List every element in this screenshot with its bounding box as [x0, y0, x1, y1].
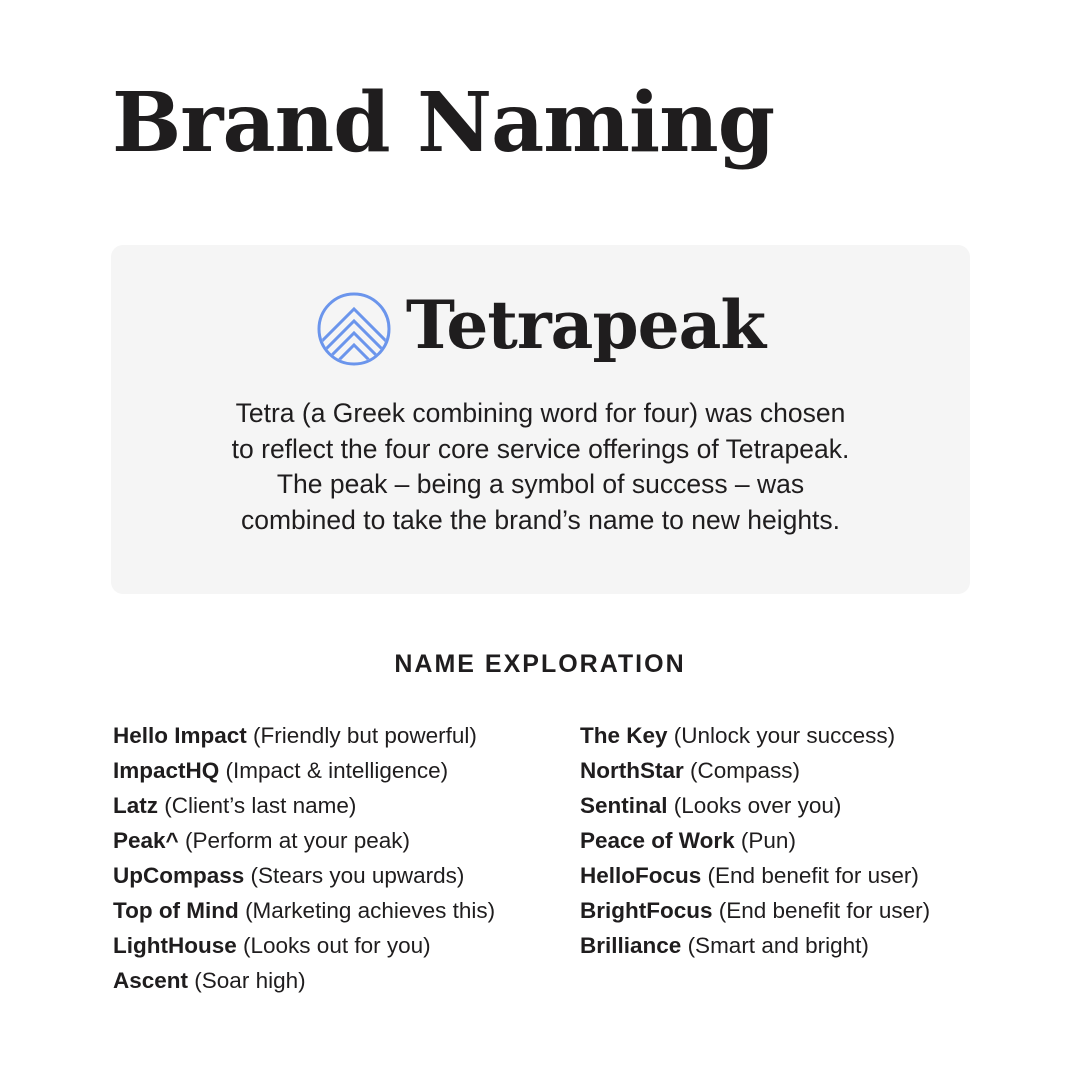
- page-title: Brand Naming: [112, 75, 775, 171]
- name-option: [580, 788, 930, 823]
- name-option: [113, 858, 495, 893]
- name-option-name: NorthStar: [580, 758, 684, 783]
- brand-logo: [111, 287, 970, 371]
- name-option-note: (Compass): [690, 758, 801, 783]
- description-line: to reflect the four core service offerings of Tetrapeak.: [231, 433, 850, 464]
- name-option-name: Hello Impact: [113, 723, 247, 748]
- name-option-note: (Impact & intelligence): [225, 758, 449, 783]
- name-option-name: Peace of Work: [580, 828, 735, 853]
- name-option-name: HelloFocus: [580, 863, 702, 888]
- brand-card: [111, 245, 970, 594]
- name-option-note: (Looks out for you): [243, 933, 431, 958]
- name-option-name: The Key: [580, 723, 668, 748]
- name-option-name: BrightFocus: [580, 898, 713, 923]
- name-option-note: (Soar high): [194, 968, 306, 993]
- description-line: The peak – being a symbol of success – was: [276, 469, 805, 499]
- name-option-note: (Perform at your peak): [184, 828, 411, 853]
- name-option-name: Peak^: [113, 828, 179, 853]
- name-option: [580, 753, 930, 788]
- name-option: [580, 823, 930, 858]
- description-line: Tetra (a Greek combining word for four) was chosen: [235, 398, 846, 428]
- name-option: [113, 963, 495, 998]
- name-option-name: LightHouse: [113, 933, 237, 958]
- name-option: [113, 718, 495, 753]
- name-option-note: (Looks over you): [673, 793, 842, 818]
- name-option: [113, 823, 495, 858]
- name-option-note: (Marketing achieves this): [245, 898, 496, 923]
- brand-description: [151, 396, 930, 538]
- name-list-left: [113, 718, 495, 998]
- name-option-note: (Friendly but powerful): [253, 723, 477, 748]
- name-option: [580, 893, 930, 928]
- name-option: [580, 928, 930, 963]
- name-option-note: (End benefit for user): [718, 898, 931, 923]
- name-option-name: Top of Mind: [113, 898, 239, 923]
- name-exploration-heading: NAME EXPLORATION: [394, 650, 686, 678]
- name-option-name: Latz: [113, 793, 158, 818]
- name-list-right: [580, 718, 930, 963]
- name-option: [113, 753, 495, 788]
- name-option-name: UpCompass: [113, 863, 245, 888]
- name-option-note: (Pun): [740, 828, 796, 853]
- name-option-note: (End benefit for user): [707, 863, 919, 888]
- name-option-name: Sentinal: [580, 793, 668, 818]
- name-option-note: (Stears you upwards): [250, 863, 465, 888]
- name-option: [113, 893, 495, 928]
- description-line: combined to take the brand’s name to new heights.: [240, 504, 841, 535]
- mountain-peak-circle-icon: [316, 291, 392, 367]
- name-option: [113, 788, 495, 823]
- name-option: [580, 718, 930, 753]
- name-option: [113, 928, 495, 963]
- name-option-note: (Smart and bright): [687, 933, 869, 958]
- name-option-name: ImpactHQ: [113, 758, 220, 783]
- name-option-note: (Client’s last name): [164, 793, 357, 818]
- brand-wordmark: Tetrapeak: [405, 286, 766, 364]
- name-option-name: Brilliance: [580, 933, 682, 958]
- name-option-note: (Unlock your success): [673, 723, 896, 748]
- name-option: [580, 858, 930, 893]
- name-option-name: Ascent: [113, 968, 189, 993]
